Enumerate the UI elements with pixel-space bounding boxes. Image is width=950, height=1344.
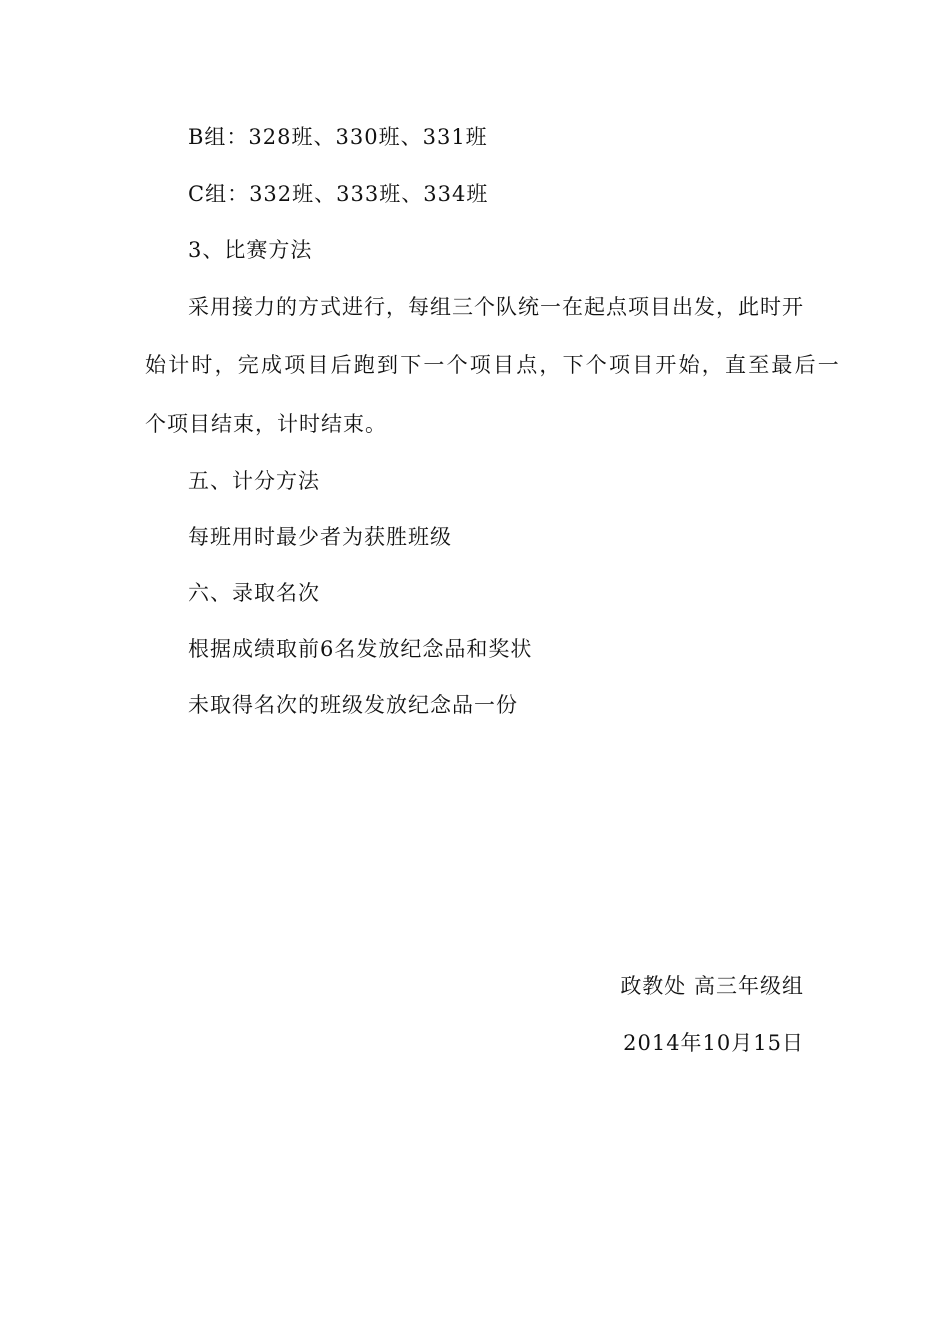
section-3-heading: 3、比赛方法	[188, 238, 313, 262]
signature-organization: 政教处 高三年级组	[620, 974, 804, 998]
ranking-text-2: 未取得名次的班级发放纪念品一份	[188, 693, 518, 717]
method-paragraph-line-2: 始计时，完成项目后跑到下一个项目点，下个项目开始，直至最后一	[145, 353, 841, 377]
scoring-text: 每班用时最少者为获胜班级	[188, 525, 452, 549]
section-6-heading: 六、录取名次	[188, 581, 320, 605]
group-b-line: B组：328班、330班、331班	[188, 125, 488, 149]
group-c-line: C组：332班、333班、334班	[188, 182, 489, 206]
method-paragraph-line-1: 采用接力的方式进行，每组三个队统一在起点项目出发，此时开	[188, 295, 804, 319]
signature-date: 2014年10月15日	[623, 1031, 804, 1055]
section-5-heading: 五、计分方法	[188, 469, 320, 493]
method-paragraph-line-3: 个项目结束，计时结束。	[145, 412, 387, 436]
ranking-text-1: 根据成绩取前6名发放纪念品和奖状	[188, 637, 533, 661]
